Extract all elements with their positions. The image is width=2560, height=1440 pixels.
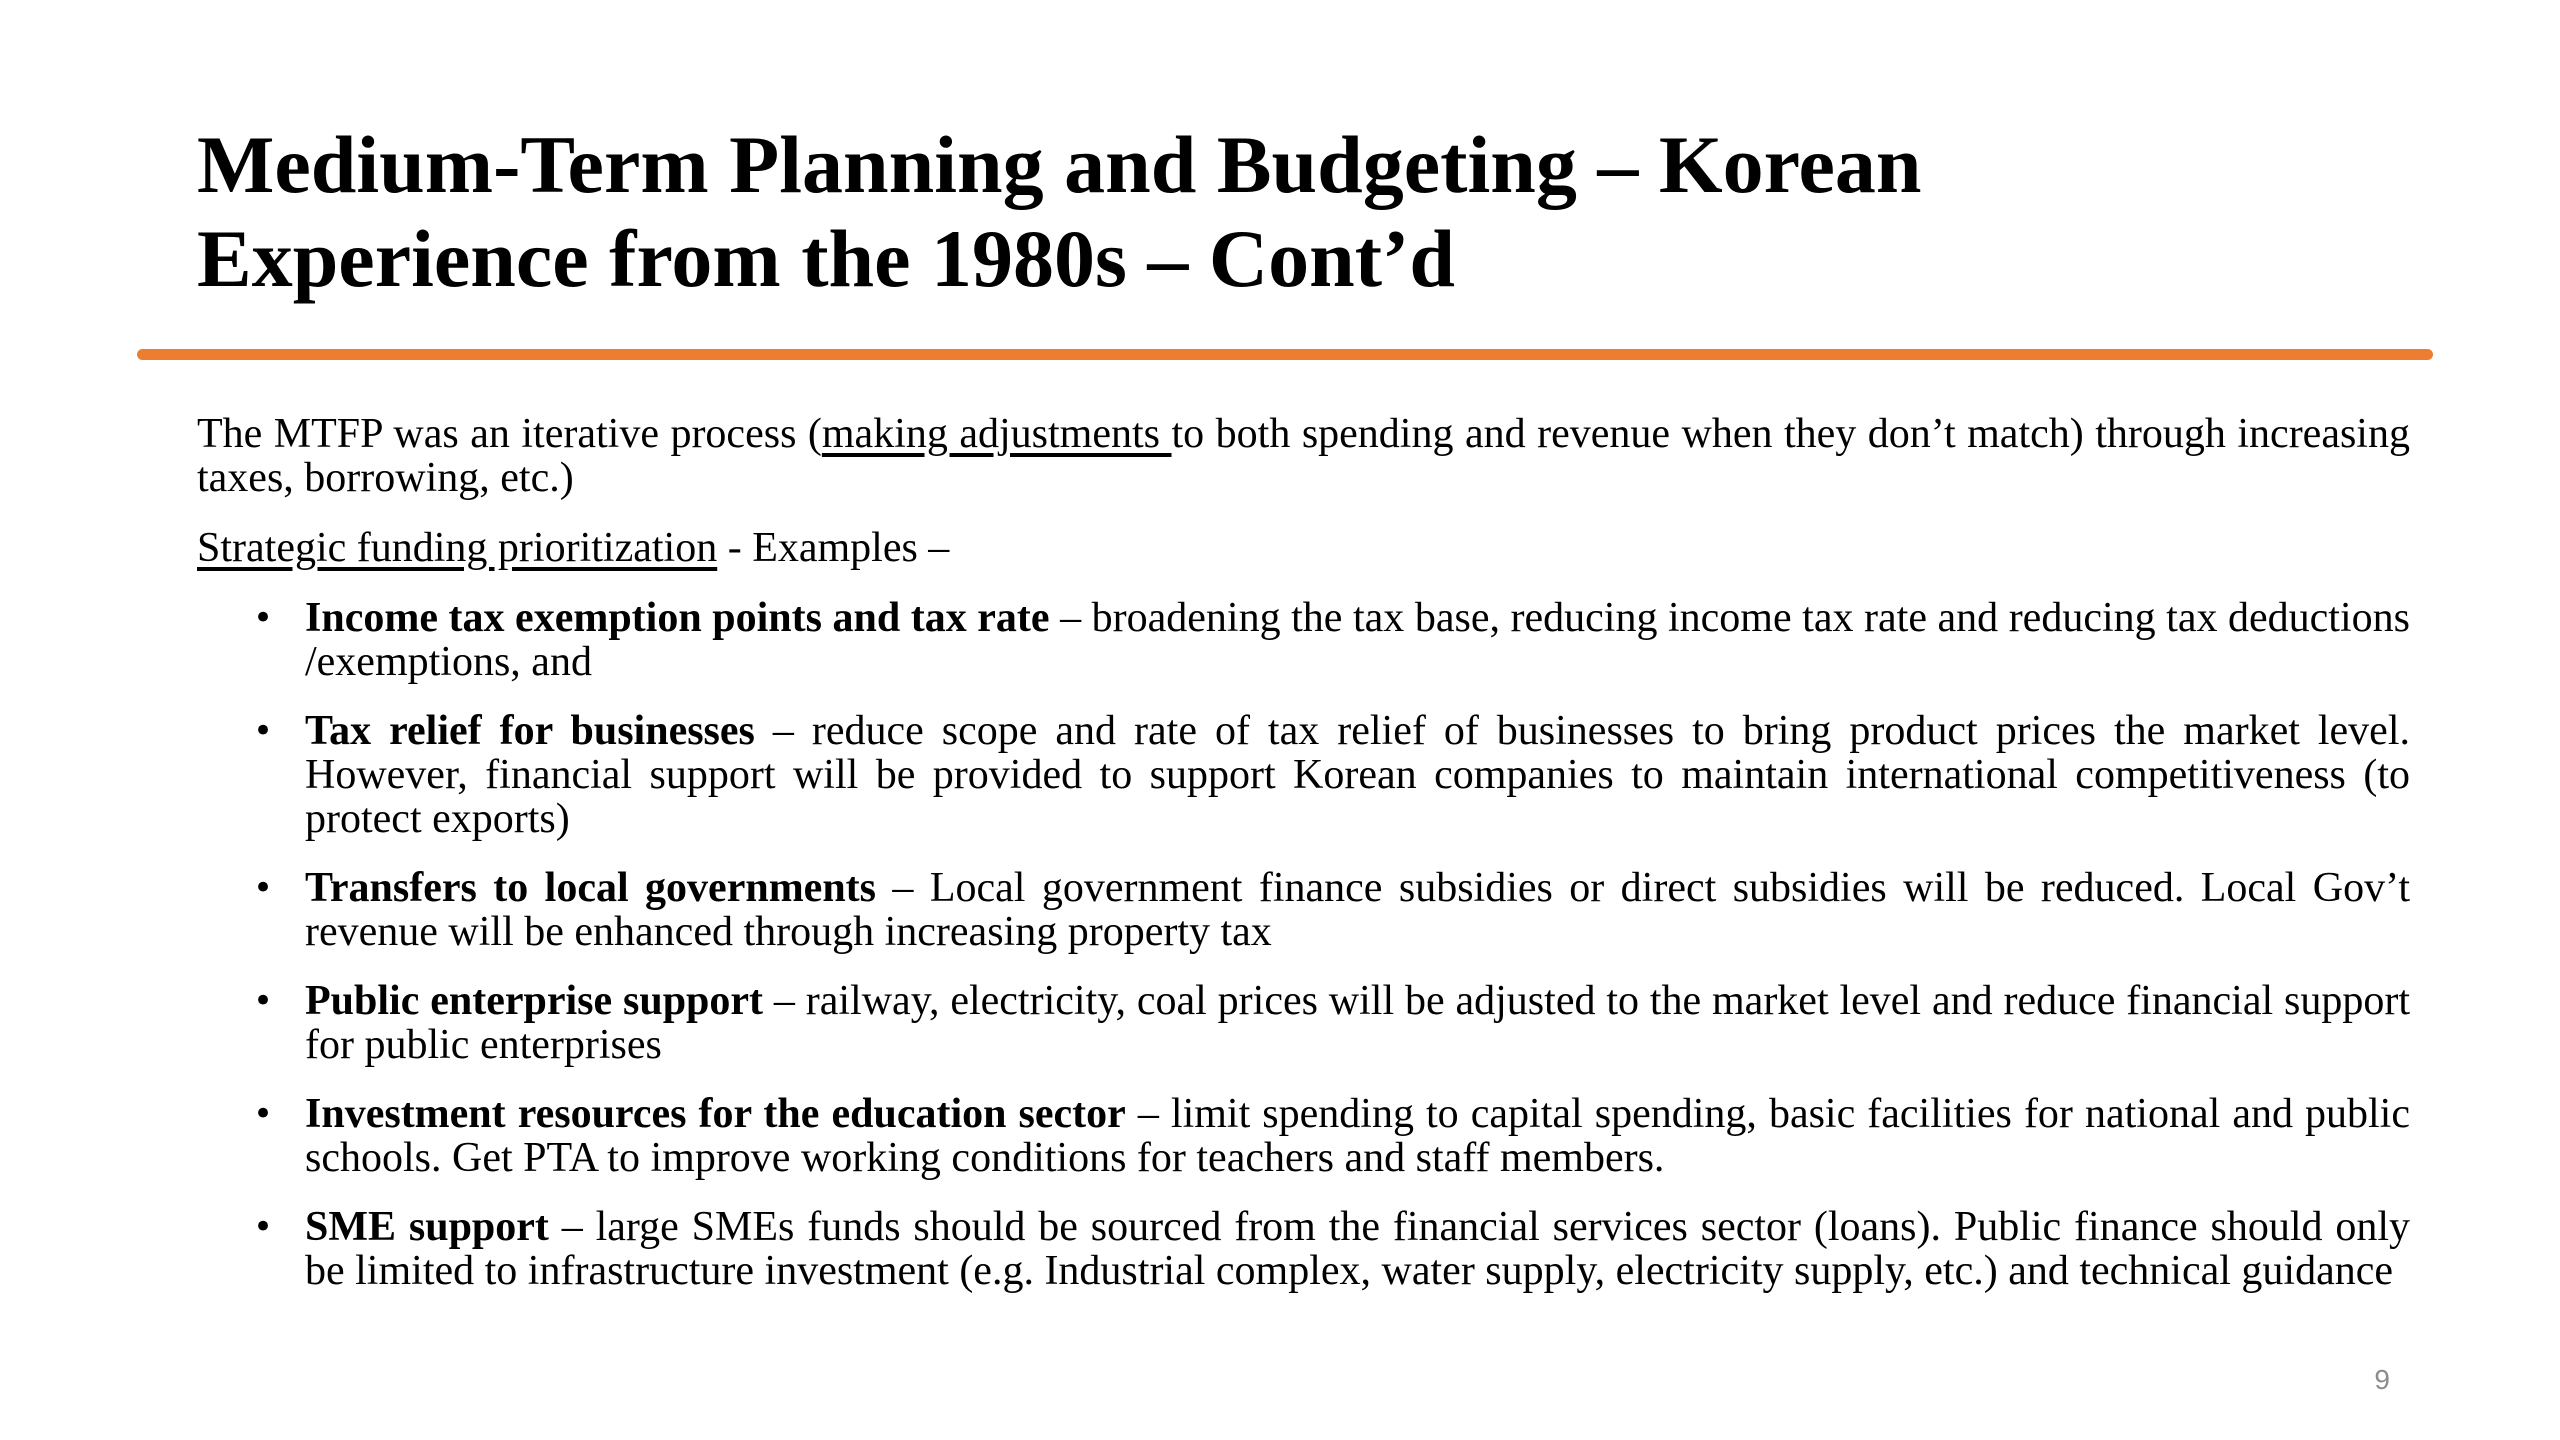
- bullet-text: – broadening the tax base, reducing income tax rate and reducing tax deductions /exemptions, and: [305, 595, 2410, 685]
- bullet-icon: •: [253, 1207, 274, 1247]
- list-item: [197, 1092, 2410, 1180]
- bullet-icon: •: [253, 981, 274, 1021]
- prioritization-heading: [197, 526, 2410, 570]
- list-item: [197, 596, 2410, 684]
- bullet-term: Tax relief for businesses: [305, 708, 755, 754]
- bullet-icon: •: [253, 598, 274, 638]
- intro-text-start: The MTFP was an iterative process (: [197, 411, 822, 457]
- list-item: [197, 979, 2410, 1067]
- bullet-text: – Local government finance subsidies or direct subsidies will be reduced. Local Gov’t revenue will be enhanced through increasing property tax: [305, 865, 2410, 955]
- bullet-text: – limit spending to capital spending, basic facilities for national and public schools. Get PTA to improve working conditions for teachers and staff members.: [305, 1091, 2410, 1181]
- bullet-icon: •: [253, 711, 274, 751]
- bullet-term: Public enterprise support: [305, 978, 764, 1024]
- slide-title-line-2: Experience from the 1980s – Cont’d: [197, 213, 1455, 304]
- bullet-icon: •: [253, 1094, 274, 1134]
- page-number: 9: [2374, 1364, 2390, 1395]
- list-item: [197, 709, 2410, 841]
- bullet-icon: •: [253, 868, 274, 908]
- prioritization-suffix: - Examples –: [717, 525, 950, 571]
- title-divider: [137, 349, 2433, 360]
- list-item: [197, 866, 2410, 954]
- bullet-text: – reduce scope and rate of tax relief of businesses to bring product prices the market level. However, financial support will be provided to support Korean companies to maintain international competitiveness (to protect exports): [305, 708, 2410, 842]
- intro-text-end: to both spending and revenue when they don’t match) through increasing taxes, borrowing, etc.): [197, 411, 2410, 501]
- bullet-text: – railway, electricity, coal prices will be adjusted to the market level and reduce financial support for public enterprises: [305, 978, 2410, 1068]
- intro-paragraph: [197, 412, 2410, 500]
- examples-list: [197, 596, 2410, 1293]
- list-item: [197, 1205, 2410, 1293]
- bullet-term: SME support: [305, 1204, 549, 1250]
- bullet-text: – large SMEs funds should be sourced from the financial services sector (loans). Public finance should only be limited to infrastructure investment (e.g. Industrial complex, water supply, electricity supply, etc.) and technical guidance: [305, 1204, 2411, 1294]
- slide-title: [197, 118, 2397, 306]
- prioritization-underlined-text: Strategic funding prioritization: [197, 525, 718, 571]
- slide-body: [197, 412, 2410, 1318]
- intro-underlined-text: making adjustments: [821, 411, 1172, 457]
- bullet-term: Transfers to local governments: [305, 865, 877, 911]
- bullet-term: Investment resources for the education sector: [305, 1091, 1126, 1137]
- slide-title-line-1: Medium-Term Planning and Budgeting – Korean: [197, 119, 1922, 210]
- bullet-term: Income tax exemption points and tax rate: [305, 595, 1050, 641]
